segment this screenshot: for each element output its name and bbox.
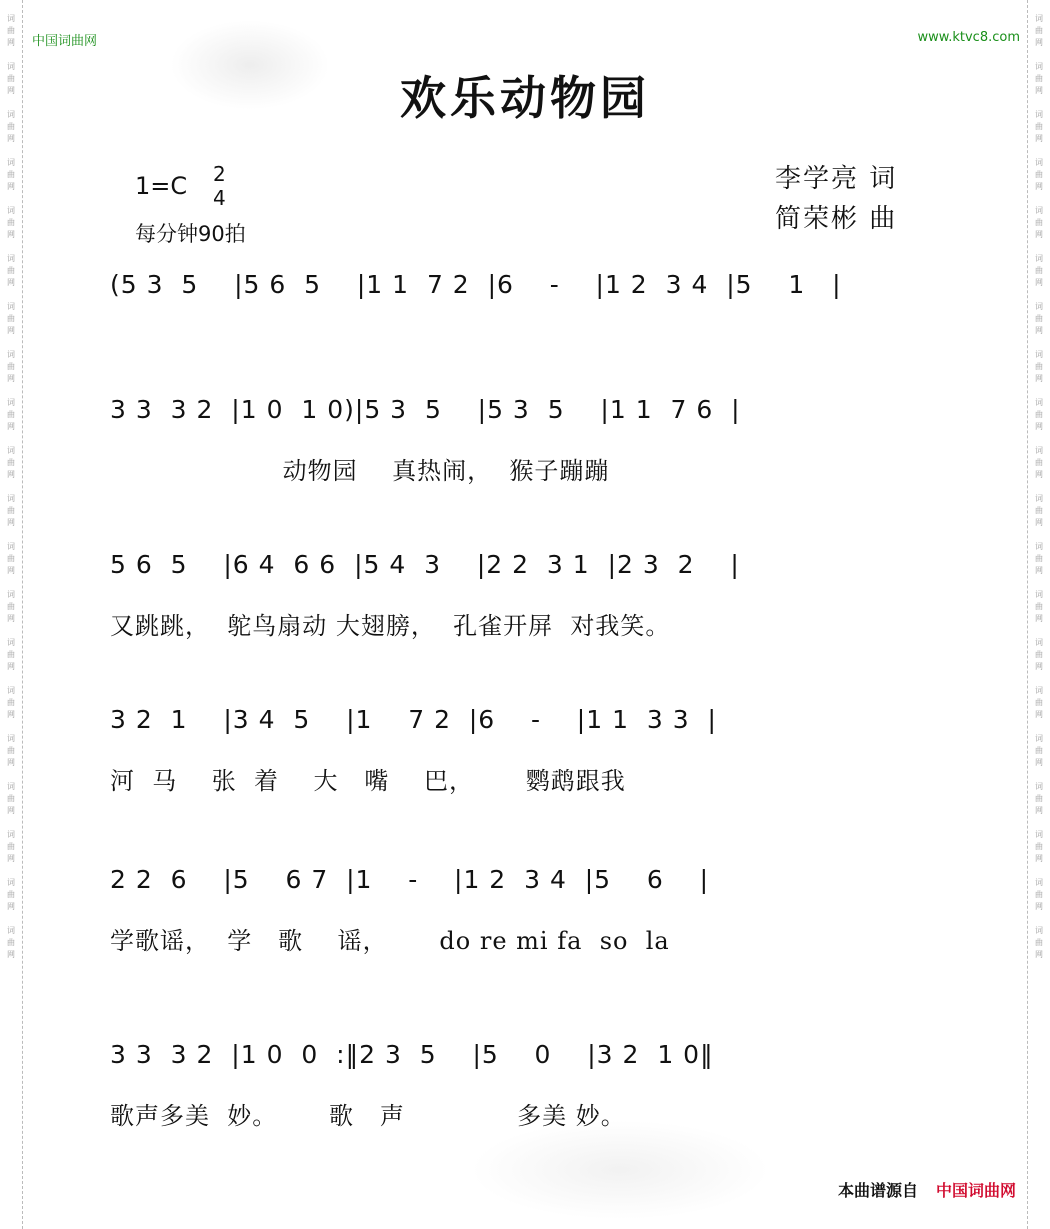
margin-mark: 词 曲 网	[1035, 14, 1043, 47]
song-title: 欢乐动物园	[400, 71, 650, 125]
lyricist-credit: 李学亮 词	[775, 164, 898, 194]
margin-mark: 词 曲 网	[7, 830, 15, 863]
margin-mark: 词 曲 网	[1035, 590, 1043, 623]
margin-mark: 词 曲 网	[7, 686, 15, 719]
lyric-line: 歌声多美 妙。 歌 声 多美 妙。	[110, 1102, 626, 1130]
left-margin-watermark	[0, 0, 23, 1229]
margin-mark: 词 曲 网	[7, 590, 15, 623]
score-row-2	[110, 395, 950, 485]
lyric-line: 学歌谣， 学 歌 谣， do re mi fa so la	[110, 927, 670, 955]
margin-mark: 词 曲 网	[1035, 110, 1043, 143]
notation-line: 3 2 1 |3 4 5 |1 7 2 |6 - |1 1 3 3 |	[110, 705, 717, 734]
tempo-marking: 每分钟90拍	[135, 222, 246, 246]
right-margin-watermark	[1027, 0, 1050, 1229]
footer-credit	[838, 1178, 1016, 1201]
composer-credit: 简荣彬 曲	[775, 204, 898, 234]
score-row-5	[110, 865, 950, 955]
footer-brand: 中国词曲网	[935, 1181, 1016, 1200]
margin-mark: 词 曲 网	[7, 158, 15, 191]
margin-mark: 词 曲 网	[1035, 254, 1043, 287]
lyric-line: 又跳跳， 鸵鸟扇动 大翅膀， 孔雀开屏 对我笑。	[110, 612, 671, 640]
score-row-6	[110, 1040, 950, 1130]
margin-mark: 词 曲 网	[7, 542, 15, 575]
margin-mark: 词 曲 网	[1035, 542, 1043, 575]
background-watermark	[470, 1120, 770, 1220]
margin-mark: 词 曲 网	[1035, 638, 1043, 671]
margin-mark: 词 曲 网	[7, 398, 15, 431]
margin-mark: 词 曲 网	[1035, 62, 1043, 95]
score-row-1	[110, 270, 950, 340]
margin-mark: 词 曲 网	[7, 62, 15, 95]
notation-line: 5 6 5 |6 4 6 6 |5 4 3 |2 2 3 1 |2 3 2 |	[110, 550, 740, 579]
score-row-3	[110, 550, 950, 640]
margin-mark: 词 曲 网	[1035, 926, 1043, 959]
notation-line: 3 3 3 2 |1 0 1 0)|5 3 5 |5 3 5 |1 1 7 6 |	[110, 395, 741, 424]
time-signature	[213, 162, 226, 210]
margin-mark: 词 曲 网	[7, 14, 15, 47]
lyric-line: 动物园 真热闹， 猴子蹦蹦	[110, 457, 610, 485]
margin-mark: 词 曲 网	[1035, 782, 1043, 815]
margin-mark: 词 曲 网	[7, 734, 15, 767]
margin-mark: 词 曲 网	[1035, 686, 1043, 719]
margin-mark: 词 曲 网	[7, 206, 15, 239]
notation-line: 3 3 3 2 |1 0 0 :‖2 3 5 |5 0 |3 2 1 0‖	[110, 1040, 714, 1069]
margin-mark: 词 曲 网	[7, 302, 15, 335]
source-label: 中国词曲网	[32, 34, 98, 49]
margin-mark: 词 曲 网	[7, 878, 15, 911]
margin-mark: 词 曲 网	[7, 638, 15, 671]
margin-mark: 词 曲 网	[1035, 398, 1043, 431]
margin-mark: 词 曲 网	[1035, 206, 1043, 239]
margin-mark: 词 曲 网	[1035, 350, 1043, 383]
margin-mark: 词 曲 网	[7, 350, 15, 383]
margin-mark: 词 曲 网	[7, 110, 15, 143]
margin-mark: 词 曲 网	[1035, 302, 1043, 335]
margin-mark: 词 曲 网	[7, 494, 15, 527]
score-row-4	[110, 705, 950, 795]
time-signature-top: 2	[213, 162, 226, 186]
notation-line: (5 3 5 |5 6 5 |1 1 7 2 |6 - |1 2 3 4 |5 1 |	[110, 270, 842, 299]
margin-mark: 词 曲 网	[1035, 446, 1043, 479]
key-signature: 1=C	[135, 172, 188, 200]
time-signature-bottom: 4	[213, 186, 226, 210]
margin-mark: 词 曲 网	[7, 782, 15, 815]
margin-mark: 词 曲 网	[1035, 494, 1043, 527]
source-url: www.ktvc8.com	[917, 30, 1020, 45]
margin-mark: 词 曲 网	[7, 446, 15, 479]
lyric-line: 河 马 张 着 大 嘴 巴， 鹦鹉跟我	[110, 767, 626, 795]
margin-mark: 词 曲 网	[1035, 734, 1043, 767]
footer-label: 本曲谱源自	[837, 1181, 918, 1200]
margin-mark: 词 曲 网	[1035, 878, 1043, 911]
notation-line: 2 2 6 |5 6 7 |1 - |1 2 3 4 |5 6 |	[110, 865, 709, 894]
margin-mark: 词 曲 网	[1035, 830, 1043, 863]
margin-mark: 词 曲 网	[7, 254, 15, 287]
margin-mark: 词 曲 网	[1035, 158, 1043, 191]
margin-mark: 词 曲 网	[7, 926, 15, 959]
